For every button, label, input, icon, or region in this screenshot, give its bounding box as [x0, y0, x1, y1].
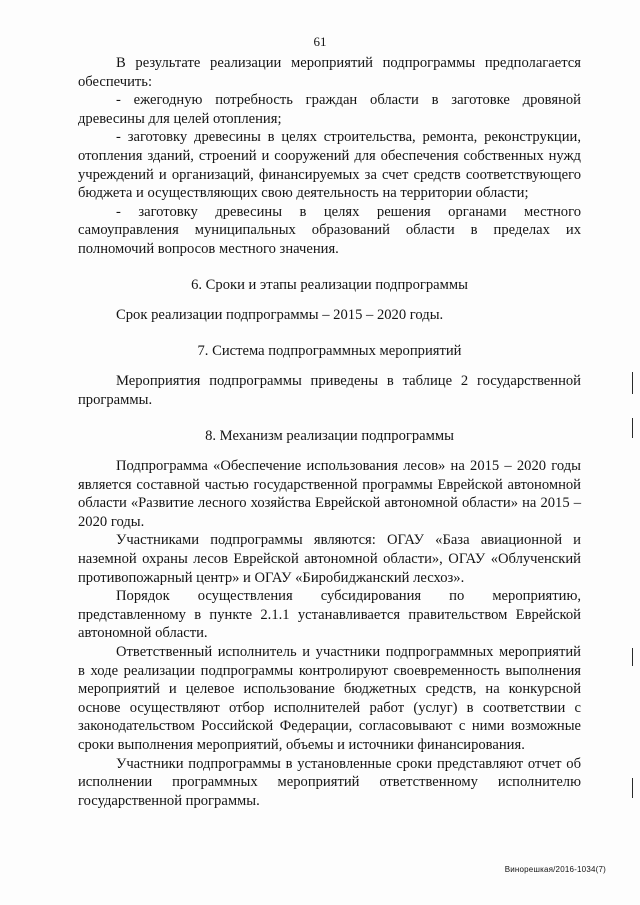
page-number: 61 [313, 34, 327, 49]
paragraph-bullet: - заготовку древесины в целях строительства, ремонта, реконструкции, отопления зданий, строений и сооружений для обеспечения собственных нужд учреждений и организаций, финансируемых за счет средств соответствующего бюджета и осуществляющих свою деятельность на территории области; [78, 129, 581, 202]
spacer [78, 360, 581, 372]
section-paragraph: Срок реализации подпрограммы – 2015 – 2020 годы. [116, 307, 444, 324]
scan-artifact [632, 418, 633, 438]
section-paragraph: Ответственный исполнитель и участники подпрограммных мероприятий в ходе реализации подпрограммы контролируют своевременность выполнения мероприятий и целевое использование бюджетных средств, на конкурсной основе осуществляют отбор исполнителей работ (услуг) в соответствии с законодательством Российской Федерации, согласовывают с ними возможные сроки выполнения мероприятий, объемы и источники финансирования. [78, 644, 581, 753]
scan-artifact [632, 778, 633, 798]
scan-artifact [632, 648, 633, 666]
spacer [78, 259, 581, 276]
paragraph-bullet: - заготовку древесины в целях решения органами местного самоуправления муниципальных образований области в пределах их полномочий вопросов местного значения. [78, 203, 581, 257]
spacer [78, 325, 581, 342]
document-code: Винорешкая/2016-1034(7) [504, 865, 606, 874]
section-heading: 6. Сроки и этапы реализации подпрограммы [191, 276, 468, 293]
section-heading: 8. Механизм реализации подпрограммы [205, 427, 454, 444]
paragraph-bullet: - ежегодную потребность граждан области в заготовке дровяной древесины для целей отопления; [78, 92, 581, 127]
spacer [78, 410, 581, 427]
section-heading: 7. Система подпрограммных мероприятий [197, 342, 462, 359]
section-paragraph: Участниками подпрограммы являются: ОГАУ «База авиационной и наземной охраны лесов Еврейской автономной области», ОГАУ «Облученский противопожарный центр» и ОГАУ «Биробиджанский лесхоз». [78, 532, 581, 586]
section-paragraph: Подпрограмма «Обеспечение использования лесов» на 2015 – 2020 годы является составной частью государственной программы Еврейской автономной области «Развитие лесного хозяйства Еврейской автономной области» на 2015 – 2020 годы. [78, 458, 581, 530]
section-paragraph: Участники подпрограммы в установленные сроки представляют отчет об исполнении программных мероприятий ответственному исполнителю государственной программы. [78, 755, 581, 809]
scan-artifact [632, 372, 633, 394]
spacer [78, 445, 581, 457]
section-paragraph: Порядок осуществления субсидирования по мероприятию, представленному в пункте 2.1.1 устанавливается правительством Еврейской автономной области. [78, 588, 581, 642]
spacer [78, 294, 581, 306]
paragraph-intro: В результате реализации мероприятий подпрограммы предполагается обеспечить: [78, 55, 581, 90]
section-paragraph: Мероприятия подпрограммы приведены в таблице 2 государственной программы. [78, 373, 581, 408]
page-content [78, 54, 581, 810]
